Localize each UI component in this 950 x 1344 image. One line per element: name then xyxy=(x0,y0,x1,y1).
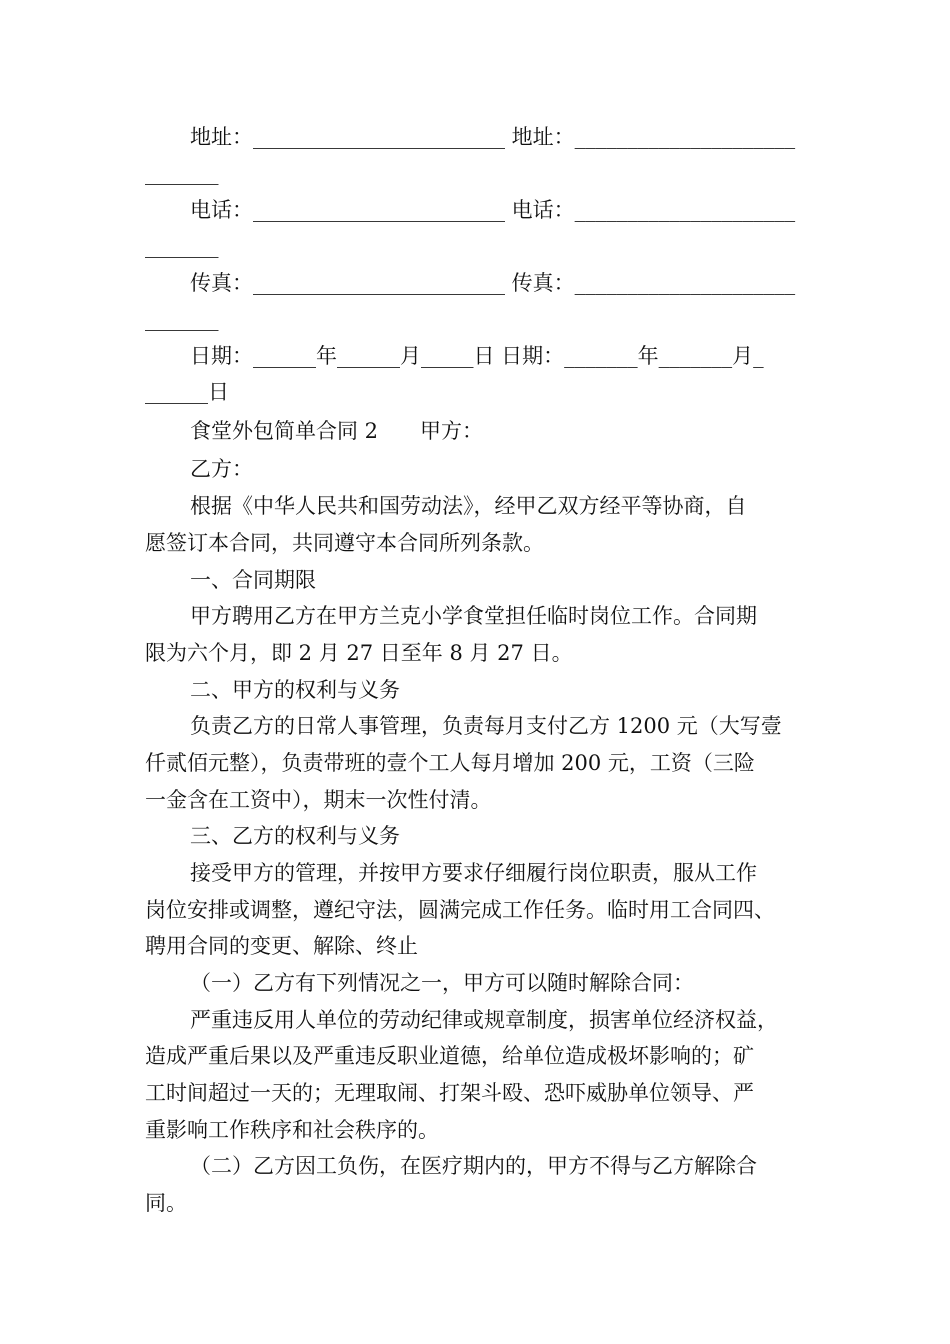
paragraph-term-line2: 限为六个月，即 2 月 27 日至年 8 月 27 日。 xyxy=(145,641,573,665)
clause-one-line4: 重影响工作秩序和社会秩序的。 xyxy=(145,1118,439,1142)
phone-line-continued: _______ xyxy=(145,234,219,258)
paragraph-term-line1: 甲方聘用乙方在甲方兰克小学食堂担任临时岗位工作。合同期 xyxy=(190,604,757,628)
party-b: 乙方： xyxy=(190,457,253,481)
contract-title: 食堂外包简单合同 2 甲方： xyxy=(190,419,484,443)
paragraph-party-b-line3: 聘用合同的变更、解除、终止 xyxy=(145,934,418,958)
clause-one-heading: （一）乙方有下列情况之一，甲方可以随时解除合同： xyxy=(190,971,694,995)
paragraph-party-a-line1: 负责乙方的日常人事管理，负责每月支付乙方 1200 元（大写壹 xyxy=(190,714,782,738)
paragraph-party-a-line2: 仟贰佰元整），负责带班的壹个工人每月增加 200 元，工资（三险 xyxy=(145,751,755,775)
clause-one-line2: 造成严重后果以及严重违反职业道德，给单位造成极坏影响的；矿 xyxy=(145,1044,754,1068)
date-line: 日期：______年______月_____日 日期：_______年_______月_ xyxy=(190,344,764,368)
clause-one-line3: 工时间超过一天的；无理取闹、打架斗殴、恐吓威胁单位领导、严 xyxy=(145,1081,754,1105)
fax-line-continued: _______ xyxy=(145,307,219,331)
clause-two-line1: （二）乙方因工负伤，在医疗期内的，甲方不得与乙方解除合 xyxy=(190,1154,757,1178)
paragraph-party-a-line3: 一金含在工资中），期末一次性付清。 xyxy=(145,788,492,812)
section-heading-party-b: 三、乙方的权利与义务 xyxy=(190,824,400,848)
phone-line: 电话：________________________ 电话：_____________________ xyxy=(190,198,796,222)
paragraph-intro-line1: 根据《中华人民共和国劳动法》，经甲乙双方经平等协商，自 xyxy=(190,494,747,518)
clause-one-line1: 严重违反用人单位的劳动纪律或规章制度，损害单位经济权益， xyxy=(190,1008,778,1032)
paragraph-party-b-line1: 接受甲方的管理，并按甲方要求仔细履行岗位职责，服从工作 xyxy=(190,861,757,885)
address-line-continued: _______ xyxy=(145,161,219,185)
section-heading-party-a: 二、甲方的权利与义务 xyxy=(190,678,400,702)
paragraph-party-b-line2: 岗位安排或调整，遵纪守法，圆满完成工作任务。临时用工合同四、 xyxy=(145,898,775,922)
address-line: 地址：________________________ 地址：_____________________ xyxy=(190,125,796,149)
date-line-continued: ______日 xyxy=(145,380,229,404)
clause-two-line2: 同。 xyxy=(145,1191,187,1215)
section-heading-term: 一、合同期限 xyxy=(190,568,316,592)
paragraph-intro-line2: 愿签订本合同，共同遵守本合同所列条款。 xyxy=(145,531,544,555)
fax-line: 传真：________________________ 传真：_____________________ xyxy=(190,271,796,295)
